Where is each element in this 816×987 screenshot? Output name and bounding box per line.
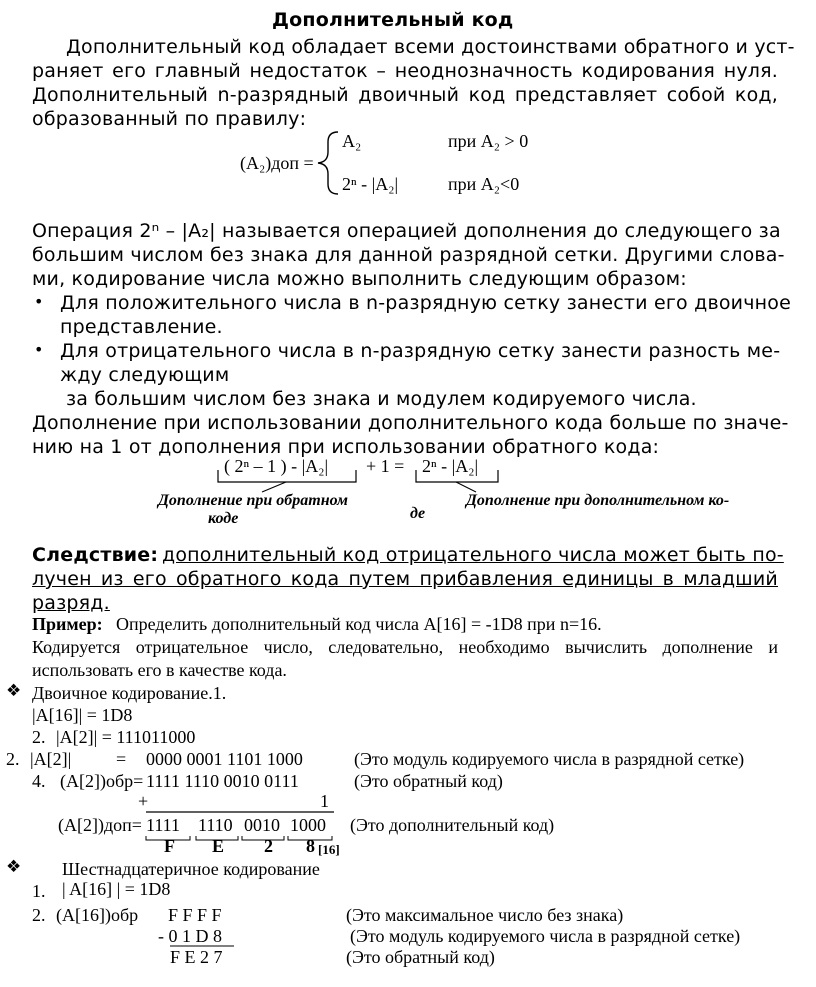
example-line-2: использовать его в качестве кода. bbox=[32, 660, 287, 680]
binary-result-note: (Это дополнительный код) bbox=[350, 815, 555, 835]
addition-eq-left: ( 2ⁿ – 1 ) - |A₂| bbox=[224, 456, 329, 476]
hex-heading: Шестнадцатеричное кодирование bbox=[62, 859, 320, 879]
corollary-line-2: лучен из его обратного кода путем прибавления единицы в младший bbox=[32, 568, 778, 590]
example-label: Пример: bbox=[32, 614, 103, 634]
addition-eq-right: 2ⁿ - |A₂| bbox=[422, 456, 479, 476]
binary-step-4-lhs: (A[2])обр= bbox=[60, 771, 144, 791]
binary-result-group-2: 1110 bbox=[198, 815, 233, 835]
hex-step-2-lhs: (A[16])обр bbox=[56, 905, 139, 925]
hex-step-2-note: (Это максимальное число без знака) bbox=[346, 905, 624, 925]
group-underline-4 bbox=[288, 836, 332, 840]
addition-label-left-2: коде bbox=[208, 510, 239, 527]
bullet-2-line-1: Для отрицательного числа в n-разрядную сетку занести разность ме- bbox=[60, 340, 781, 362]
binary-step-4-number: 4. bbox=[32, 771, 46, 791]
corollary-line-1: дополнительный код отрицательного числа может быть по- bbox=[162, 544, 784, 566]
binary-step-1: |A[16]| = 1D8 bbox=[32, 705, 133, 725]
hex-step-3-note: (Это модуль кодируемого числа в разрядной сетке) bbox=[350, 926, 741, 946]
intro-line-4: образованный по правилу: bbox=[32, 108, 307, 130]
binary-step-3-value: 0000 0001 1101 1000 bbox=[146, 749, 303, 769]
bullet-2-dot: • bbox=[34, 340, 44, 359]
hex-step-4-value: F E 2 7 bbox=[170, 947, 223, 967]
binary-step-3-lhs: |A[2]| bbox=[30, 749, 72, 769]
hex-step-2-value: F F F F bbox=[168, 905, 222, 925]
hex-step-2-number: 2. bbox=[32, 905, 46, 925]
intro-line-3: Дополнительный n-разрядный двоичный код представляет собой код, bbox=[32, 84, 778, 106]
addition-line-1: Дополнение при использовании дополнительного кода больше по значе- bbox=[32, 412, 789, 434]
formula-case2-condition: при A₂<0 bbox=[448, 174, 520, 194]
addition-label-right: Дополнение при дополнительном ко- bbox=[466, 492, 730, 509]
operation-line-2: большим числом без знака для данной разрядной сетки. Другими слова- bbox=[32, 244, 785, 266]
bracket-left-under-equation bbox=[218, 470, 356, 482]
bracket-right-under-equation bbox=[416, 470, 498, 482]
hex-digit-3: 2 bbox=[264, 836, 273, 856]
addition-label-left-1: Дополнение при обратном bbox=[158, 492, 348, 509]
bullet-1-line-1: Для положительного числа в n-разрядную сетку занести его двоичное bbox=[60, 292, 791, 314]
operation-line-3: ми, кодирование числа можно выполнить следующим образом: bbox=[32, 268, 687, 290]
addition-line-2: нию на 1 от дополнения при использовании обратного кода: bbox=[32, 436, 660, 458]
bullet-1-line-2: представление. bbox=[60, 316, 223, 338]
hex-digit-1: F bbox=[164, 836, 175, 856]
arrow-left-label bbox=[262, 482, 286, 492]
bullet-2-line-2: жду следующим bbox=[60, 364, 230, 386]
hex-step-1-number: 1. bbox=[32, 881, 46, 901]
example-line-1: Кодируется отрицательное число, следовательно, необходимо вычислить дополнение и bbox=[32, 637, 778, 657]
page-title: Дополнительный код bbox=[272, 9, 514, 31]
binary-step-3-number: 2. bbox=[6, 749, 20, 769]
binary-result-group-3: 0010 bbox=[244, 815, 280, 835]
hex-step-3-value: - 0 1 D 8 bbox=[158, 926, 222, 946]
arrow-right-label bbox=[456, 482, 476, 492]
intro-line-1: Дополнительный код обладает всеми достоинствами обратного и уст- bbox=[66, 36, 795, 58]
addition-label-right-2: де bbox=[410, 505, 426, 522]
intro-line-2: раняет его главный недостаток – неоднозначность кодирования нуля. bbox=[32, 60, 778, 82]
binary-result-lhs: (A[2])доп= bbox=[58, 815, 142, 835]
binary-step-2-number: 2. bbox=[32, 727, 46, 747]
formula-lhs: (A₂)доп = bbox=[240, 153, 314, 173]
group-underline-2 bbox=[196, 836, 238, 840]
hex-digit-subscript: [16] bbox=[318, 842, 340, 857]
example-task: Определить дополнительный код числа A[16] = -1D8 при n=16. bbox=[116, 614, 602, 634]
formula-case1-value: A₂ bbox=[342, 131, 362, 151]
binary-heading: Двоичное кодирование.1. bbox=[32, 683, 227, 703]
binary-plus-one: 1 bbox=[320, 791, 329, 811]
corollary-label: Следствие: bbox=[32, 544, 159, 566]
addition-eq-middle: + 1 = bbox=[366, 456, 405, 476]
binary-step-3-note: (Это модуль кодируемого числа в разрядной сетке) bbox=[354, 749, 745, 769]
bullet-1-dot: • bbox=[34, 292, 44, 311]
formula-case1-condition: при A₂ > 0 bbox=[448, 131, 529, 151]
binary-step-4-note: (Это обратный код) bbox=[354, 771, 503, 791]
binary-step-4-value: 1111 1110 0010 0111 bbox=[146, 771, 299, 791]
group-underline-3 bbox=[242, 836, 284, 840]
diamond-bullet-icon-2: ❖ bbox=[6, 857, 22, 877]
hex-digit-4: 8 bbox=[306, 836, 315, 856]
binary-result-group-4: 1000 bbox=[290, 815, 326, 835]
operation-line-1: Операция 2ⁿ – |A₂| называется операцией дополнения до следующего за bbox=[32, 220, 781, 242]
hex-digit-2: E bbox=[212, 836, 225, 856]
binary-step-2: |A[2]| = 111011000 bbox=[56, 727, 196, 747]
hex-step-1: | A[16] | = 1D8 bbox=[62, 879, 171, 899]
formula-brace bbox=[318, 132, 338, 194]
formula-case2-value: 2ⁿ - |A₂| bbox=[342, 174, 399, 194]
corollary-line-3: разряд. bbox=[32, 592, 110, 614]
binary-step-3-eq: = bbox=[116, 749, 127, 769]
binary-plus-sign: + bbox=[138, 791, 149, 811]
binary-result-group-1: 1111 bbox=[146, 815, 180, 835]
bullet-2-line-3: за большим числом без знака и модулем кодируемого числа. bbox=[66, 388, 697, 410]
diamond-bullet-icon: ❖ bbox=[6, 681, 22, 701]
hex-step-4-note: (Это обратный код) bbox=[346, 947, 495, 967]
group-underline-1 bbox=[146, 836, 190, 840]
